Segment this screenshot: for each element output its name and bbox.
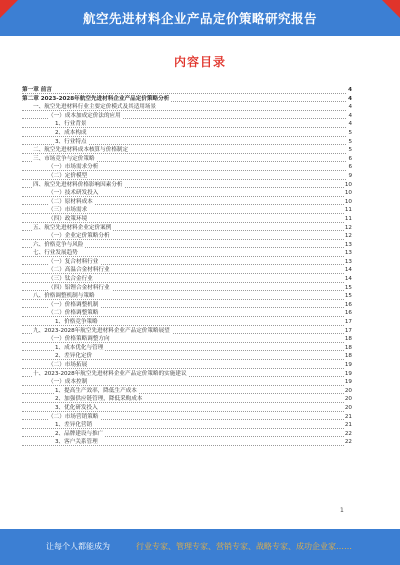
toc-entry-page: 15 <box>344 293 352 300</box>
toc-entry-page: 13 <box>344 258 352 265</box>
toc-entry-title: 第一章 前言 <box>22 87 52 93</box>
toc-entry-title: 二、航空先进材料成本核算与价格制定 <box>33 147 129 154</box>
toc-entry-page: 13 <box>344 241 352 248</box>
toc-entry-title: （一）企业定价策略分析 <box>48 233 110 240</box>
toc-entry-title: 3、行业特点 <box>55 138 87 145</box>
toc-entry-page: 10 <box>344 190 352 197</box>
page-footer <box>0 529 400 565</box>
toc-entry-page: 4 <box>348 95 352 102</box>
toc-entry-title: （四）政策环境 <box>48 215 88 222</box>
footer-slogan-roles: 行业专家、管理专家、营销专家、战略专家、成功企业家…… <box>136 542 352 551</box>
toc-entry[interactable] <box>22 258 352 267</box>
toc-entry-title: （一）市场需求分析 <box>48 164 99 171</box>
toc-entry-page: 4 <box>348 112 352 119</box>
toc-entry-title: 九、2023-2028年航空先进材料企业产品定价策略展望 <box>33 327 170 334</box>
toc-entry[interactable] <box>22 327 352 336</box>
toc-entry[interactable] <box>22 198 352 207</box>
header-corner-right-decoration <box>382 0 400 18</box>
toc-entry-title: 3、客户关系管理 <box>55 439 98 446</box>
toc-entry-title: （二）定价模型 <box>48 172 88 179</box>
toc-entry-title: 一、航空先进材料行业主要定价模式及其适用场景 <box>33 104 157 111</box>
toc-entry-page: 18 <box>344 336 352 343</box>
toc-entry[interactable] <box>22 155 352 164</box>
toc-entry-title: 四、航空先进材料价格影响因素分析 <box>33 181 123 188</box>
toc-entry[interactable] <box>22 120 352 129</box>
toc-entry-page: 17 <box>344 319 352 326</box>
toc-entry[interactable] <box>22 301 352 310</box>
toc-entry-title: （一）复合材料行业 <box>48 258 99 265</box>
toc-entry-page: 15 <box>344 284 352 291</box>
toc-entry-title: 1、提高生产效率，降低生产成本 <box>55 387 137 394</box>
toc-entry-page: 4 <box>348 121 352 128</box>
toc-entry[interactable] <box>22 344 352 353</box>
toc-entry-title: 七、行业发展趋势 <box>33 250 78 257</box>
toc-entry[interactable] <box>22 138 352 147</box>
toc-entry-title: 第二章 2023-2028年航空先进材料企业产品定价策略分析 <box>22 95 170 102</box>
toc-entry[interactable] <box>22 103 352 112</box>
toc-entry[interactable] <box>22 241 352 250</box>
toc-entry[interactable] <box>22 335 352 344</box>
page-number: 1 <box>340 507 344 514</box>
toc-entry-page: 19 <box>344 379 352 386</box>
toc-entry-page: 22 <box>344 439 352 446</box>
toc-entry-page: 13 <box>344 250 352 257</box>
toc-leader-dots <box>22 359 348 360</box>
toc-entry-page: 19 <box>344 362 352 368</box>
toc-entry[interactable] <box>22 284 352 293</box>
toc-entry-page: 5 <box>348 138 352 145</box>
toc-entry[interactable] <box>22 95 352 104</box>
toc-leader-dots <box>22 316 348 317</box>
toc-entry[interactable] <box>22 206 352 215</box>
toc-entry-title: （三）钛合金行业 <box>48 276 93 283</box>
toc-entry-page: 20 <box>344 396 352 403</box>
toc-entry-title: 2、品牌建设与推广 <box>55 430 104 437</box>
toc-entry[interactable] <box>22 189 352 198</box>
toc-entry-title: 十、2023-2028年航空先进材料企业产品定价策略的实施建议 <box>33 370 187 377</box>
toc-entry-page: 11 <box>344 215 352 222</box>
toc-entry-title: 2、成本构成 <box>55 129 87 136</box>
toc-entry-page: 22 <box>344 430 352 437</box>
toc-entry[interactable] <box>22 421 352 430</box>
toc-entry[interactable] <box>22 181 352 190</box>
toc-entry[interactable] <box>22 309 352 318</box>
toc-entry[interactable] <box>22 232 352 241</box>
toc-entry-title: （二）原材料成本 <box>48 198 93 205</box>
table-of-contents <box>22 86 352 447</box>
toc-entry-title: （二）市场拓展 <box>48 362 88 368</box>
toc-entry-page: 18 <box>344 353 352 360</box>
toc-entry[interactable] <box>22 292 352 301</box>
toc-leader-dots <box>22 93 348 94</box>
toc-entry-page: 16 <box>344 301 352 308</box>
toc-entry[interactable] <box>22 163 352 172</box>
toc-leader-dots <box>22 213 348 214</box>
toc-entry[interactable] <box>22 112 352 121</box>
toc-entry-page: 20 <box>344 404 352 411</box>
toc-entry-page: 18 <box>344 344 352 351</box>
toc-entry-page: 21 <box>344 413 352 420</box>
toc-entry[interactable] <box>22 215 352 224</box>
toc-entry[interactable] <box>22 318 352 327</box>
toc-entry-title: 1、成本优化与管理 <box>55 344 104 351</box>
toc-entry[interactable] <box>22 395 352 404</box>
toc-entry-page: 12 <box>344 233 352 240</box>
toc-entry-title: 3、优化研发投入 <box>55 404 98 411</box>
toc-entry-page: 11 <box>344 207 352 214</box>
toc-leader-dots <box>22 445 348 446</box>
toc-entry-title: 1、差异化营销 <box>55 422 93 429</box>
toc-entry[interactable] <box>22 172 352 181</box>
toc-leader-dots <box>22 170 348 171</box>
toc-entry-page: 5 <box>348 147 352 154</box>
toc-entry-title: （一）成本加成定价法的应用 <box>48 112 121 119</box>
toc-entry-page: 14 <box>344 267 352 274</box>
toc-entry-title: 2、差异化定价 <box>55 353 93 360</box>
toc-entry-title: （二）市场营销策略 <box>48 413 99 420</box>
toc-entry-page: 20 <box>344 387 352 394</box>
toc-entry-page: 19 <box>344 370 352 377</box>
toc-entry-title: （二）价格调整策略 <box>48 310 99 317</box>
footer-slogan-lead: 让每个人都能成为 <box>46 542 110 551</box>
toc-entry[interactable] <box>22 352 352 361</box>
toc-entry-page: 6 <box>348 155 352 162</box>
toc-entry-title: （一）价格调整机制 <box>48 301 99 308</box>
toc-entry[interactable] <box>22 249 352 258</box>
toc-entry-page: 21 <box>344 422 352 429</box>
toc-entry[interactable] <box>22 413 352 422</box>
toc-leader-dots <box>22 127 348 128</box>
toc-entry-page: 5 <box>348 129 352 136</box>
page-header <box>0 0 400 36</box>
toc-entry[interactable] <box>22 129 352 138</box>
toc-entry-title: （二）高温合金材料行业 <box>48 267 110 274</box>
toc-entry-page: 12 <box>344 224 352 231</box>
toc-entry-page: 14 <box>344 276 352 283</box>
toc-entry[interactable] <box>22 387 352 396</box>
toc-entry-title: （一）价格策略调整方向 <box>48 336 110 343</box>
toc-entry[interactable] <box>22 86 352 95</box>
toc-entry-title: 1、行业背景 <box>55 121 87 128</box>
toc-entry[interactable] <box>22 275 352 284</box>
toc-entry-page: 6 <box>348 164 352 171</box>
toc-leader-dots <box>22 273 348 274</box>
toc-entry[interactable] <box>22 430 352 439</box>
toc-entry-title: （四）铝锂合金材料行业 <box>48 284 110 291</box>
toc-leader-dots <box>22 256 348 257</box>
toc-entry-title: 2、加强供应链管理，降低采购成本 <box>55 396 143 403</box>
toc-entry-title: 六、价格竞争与风险 <box>33 241 84 248</box>
toc-entry-title: 五、航空先进材料企业定价案例 <box>33 224 112 231</box>
toc-leader-dots <box>22 402 348 403</box>
toc-entry-page: 9 <box>348 172 352 179</box>
toc-entry-title: 三、市场竞争与定价策略 <box>33 155 95 162</box>
toc-entry-page: 17 <box>344 327 352 334</box>
toc-entry-page: 16 <box>344 310 352 317</box>
toc-entry[interactable] <box>22 370 352 379</box>
toc-entry-page: 10 <box>344 181 352 188</box>
toc-entry-page: 4 <box>348 104 352 111</box>
toc-entry[interactable] <box>22 224 352 233</box>
toc-entry-title: （一）技术研发投入 <box>48 190 99 197</box>
toc-entry[interactable] <box>22 266 352 275</box>
toc-heading: 内容目录 <box>173 55 226 69</box>
toc-entry-page: 4 <box>348 87 352 93</box>
toc-entry-title: （一）成本控制 <box>48 379 88 386</box>
toc-entry-title: 1、价格竞争策略 <box>55 319 98 326</box>
toc-entry[interactable] <box>22 438 352 447</box>
document-title: 航空先进材料企业产品定价策略研究报告 <box>82 11 317 26</box>
toc-entry-page: 10 <box>344 198 352 205</box>
toc-entry[interactable] <box>22 378 352 387</box>
toc-entry[interactable] <box>22 404 352 413</box>
toc-entry-title: （三）市场需求 <box>48 207 88 214</box>
toc-entry[interactable] <box>22 361 352 370</box>
toc-entry-title: 八、价格调整机制与策略 <box>33 293 95 300</box>
toc-entry[interactable] <box>22 146 352 155</box>
